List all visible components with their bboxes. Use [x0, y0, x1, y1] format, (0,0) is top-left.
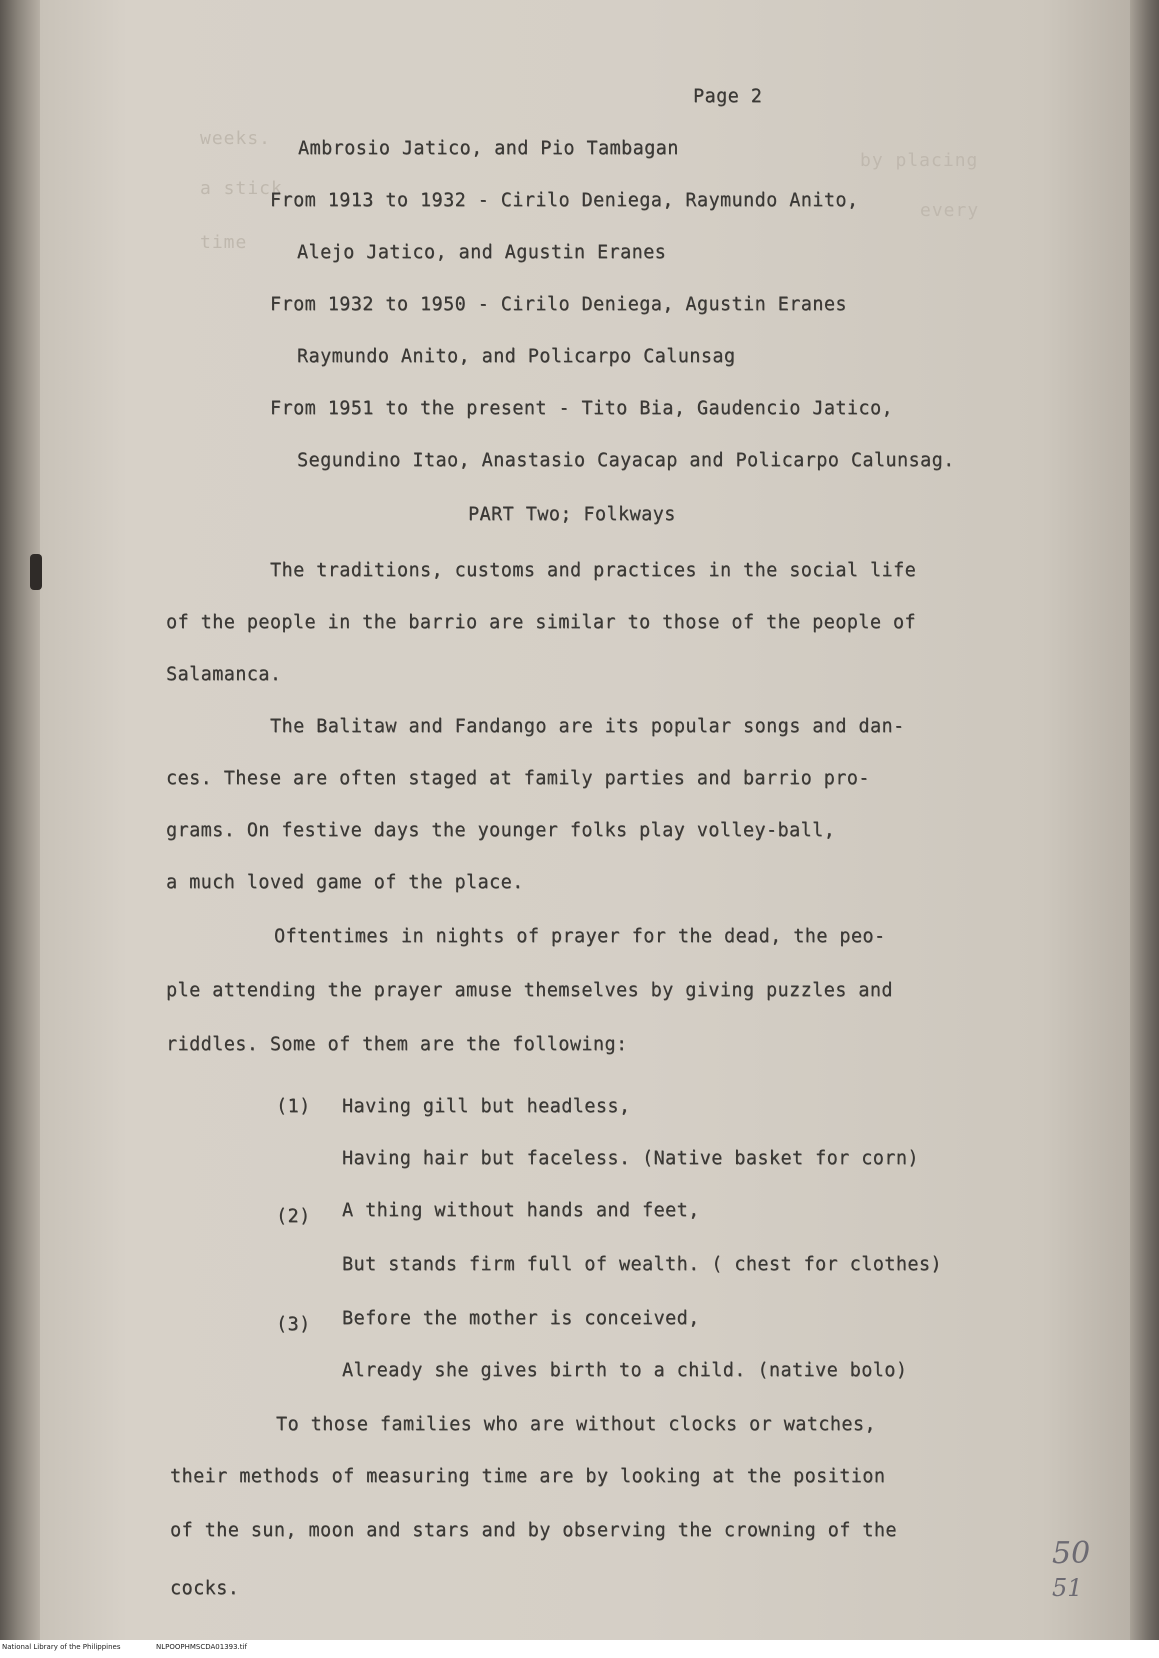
page-edge-shadow [1130, 0, 1159, 1640]
paragraph-line: a much loved game of the place. [166, 872, 524, 893]
paragraph-line: The Balitaw and Fandango are its popular songs and dan- [270, 716, 905, 737]
book-spine-shadow [0, 0, 40, 1640]
paragraph-line: Salamanca. [166, 664, 282, 685]
footer-file-id: NLPOOPHMSCDA01393.tif [156, 1643, 247, 1651]
paragraph-line: The traditions, customs and practices in the social life [270, 560, 917, 581]
bleedthrough-text: by placing [860, 150, 979, 171]
paragraph-line: To those families who are without clocks or watches, [276, 1414, 876, 1435]
riddle-line: A thing without hands and feet, [342, 1200, 700, 1221]
officials-names-1951: Segundino Itao, Anastasio Cayacap and Policarpo Calunsag. [297, 450, 955, 471]
page-number-header: Page 2 [693, 86, 763, 107]
riddle-line: Already she gives birth to a child. (native bolo) [342, 1360, 908, 1381]
paragraph-line: cocks. [170, 1578, 240, 1599]
riddle-line: Having hair but faceless. (Native basket for corn) [342, 1148, 919, 1169]
bleedthrough-text: every [920, 200, 980, 221]
paragraph-line: of the sun, moon and stars and by observing the crowning of the [170, 1520, 897, 1541]
officials-period-1932: From 1932 to 1950 - Cirilo Deniega, Agustin Eranes [270, 294, 847, 315]
riddle-line: Having gill but headless, [342, 1096, 631, 1117]
paragraph-line: Oftentimes in nights of prayer for the dead, the peo- [274, 926, 886, 947]
officials-period-1951: From 1951 to the present - Tito Bia, Gaudencio Jatico, [270, 398, 894, 419]
handwritten-page-number: 51 [1052, 1574, 1083, 1602]
bleedthrough-text: weeks. [200, 128, 272, 149]
handwritten-page-number: 50 [1052, 1536, 1091, 1571]
section-title: PART Two; Folkways [468, 504, 676, 525]
bleedthrough-text: a stick [200, 178, 283, 199]
paragraph-line: grams. On festive days the younger folks play volley-ball, [166, 820, 836, 841]
paragraph-line: of the people in the barrio are similar to those of the people of [166, 612, 916, 633]
paragraph-line: riddles. Some of them are the following: [166, 1034, 628, 1055]
footer-strip [0, 1640, 1159, 1658]
binding-clip [30, 554, 42, 590]
officials-names-1913: Alejo Jatico, and Agustin Eranes [297, 242, 667, 263]
paragraph-line: ple attending the prayer amuse themselves by giving puzzles and [166, 980, 893, 1001]
riddle-number: (3) [276, 1314, 311, 1335]
officials-continued: Ambrosio Jatico, and Pio Tambagan [298, 138, 679, 159]
footer-library: National Library of the Philippines [2, 1643, 121, 1651]
riddle-number: (1) [276, 1096, 311, 1117]
officials-names-1932: Raymundo Anito, and Policarpo Calunsag [297, 346, 736, 367]
riddle-line: Before the mother is conceived, [342, 1308, 700, 1329]
paragraph-line: ces. These are often staged at family parties and barrio pro- [166, 768, 870, 789]
riddle-line: But stands firm full of wealth. ( chest for clothes) [342, 1254, 942, 1275]
officials-period-1913: From 1913 to 1932 - Cirilo Deniega, Raymundo Anito, [270, 190, 859, 211]
bleedthrough-text: time [200, 232, 248, 253]
riddle-number: (2) [276, 1206, 311, 1227]
paragraph-line: their methods of measuring time are by looking at the position [170, 1466, 886, 1487]
